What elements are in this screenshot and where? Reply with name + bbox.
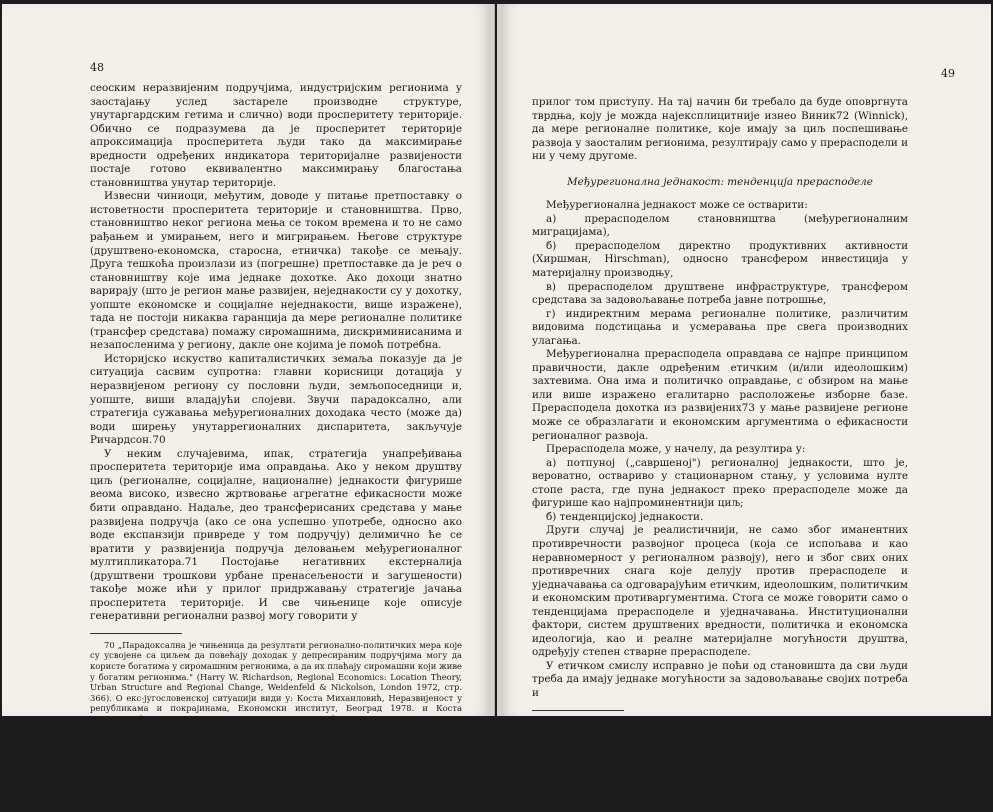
paragraph: Историјско искуство капиталистичких земаља показује да је ситуација сасвим супротна: главни корисници дотација у неразвијеном региону су пословни људи, земљопоседници и, уопште, виши владајући слојеви. Звучи парадоксално, али стратегија сужавања међурегионалних доходака често (може да) води ширењу унутаррегионалних диспаритета, закључује Ричардсон.70 [90, 352, 462, 447]
page-number: 49 [941, 67, 955, 80]
footnote: 73 Кад се говори о прерасподели, обично се мисли на прерасподелу у корист сиромашних. Теоријски, међутим, долази у обзир и (привремена?) прерасподела у корист развијених, при чему, као економски аргумент служи ефекат концентрације. У пракси се може замислити да је богатији регион и моћнији (утицајнији) и да је у стању да неким институционалним решењима наметне (невидљиву?) прерасподелу у своју корист. [532, 748, 908, 812]
right-page [497, 4, 991, 812]
list-item: а) потпуној („савршеној") регионалној једнакости, што је, вероватно, оствариво у стационарном стању, у условима нулте стопе раста, где пуна једнакост преко прерасподеле може да фигурише као најпроминентнији циљ; [532, 456, 908, 510]
paragraph: Прерасподела може, у начелу, да резултира у: [546, 443, 806, 456]
footnote: 70 „Парадоксална је чињеница да резултати регионално-политичких мера које су усвојене са циљем да повећају доходак у депресираним подручјима могу да користе богатима у сиромашним регионима, а да их плаћају сиромашни који живе у богатим регионима." (Harry W. Richardson, Regional Economics: Location Theory, Urban Structure and Regional Change, Weidenfeld & Nickolson, London 1972, стр. 366). О екс-југословенској ситуацији види у: Коста Михаиловић, Неразвијеност у републикама и покрајинама, Економски институт, Београд 1978. и Коста Михаиловић, Унутрашње диференцијације у републикама и покрајинама, у: Неравномерни регионални развој у економској теорији и пракси, ур. К. Миловски et al., МАНУ, Скопје 1980, том I, стр. 121—139. [90, 639, 462, 746]
footnote: 71 Види: J. Airov, Fiscal Policy Theory in an Interregional Economy: General Interregional Multipliers and their Application, RSA: Papers and Proceedings, 19, 1967, стр. 83—108; Бранко Хорват, Величина инвестиционих трансфера и њихова дистрибуција по неразвијеним подручјима, Економист, 2, 1981, стр. 165—175. [90, 745, 462, 788]
list-item: в) прерасподелом друштвене инфраструктуре, трансфером средстава за задовољавање потреба јавне потрошње, [532, 280, 908, 307]
list-item: б) прерасподелом директно продуктивних активности (Хиршман, Hirschman), односно трансфером инвестиција у материјалну производњу, [532, 239, 908, 280]
section-heading: Међурегионална једнакост: тенденција прерасподеле [567, 175, 873, 188]
list-item: г) индиректним мерама регионалне политике, различитим видовима подстицања и усмеравања пре свега производних улагања. [532, 307, 908, 347]
left-page-body [90, 82, 462, 788]
footnote-separator [532, 710, 624, 711]
page-gutter-edge [497, 4, 501, 716]
footnotes [532, 717, 908, 812]
paragraph: сеоским неразвијеним подручјима, индустријским регионима у заостајању услед застареле производне структуре, унутаргардским гетима и слично) води просперитету територије. Обично се подразумева да је просперитет територије апроксимација просперитета људи тако да максимирање вредности одређених индикатора територијалне развијености постаје готово еквивалентно максимирању благостања становништва унутар територије. [90, 82, 462, 189]
page-number: 48 [90, 61, 104, 74]
paragraph: Други случај је реалистичнији, не само због иманентних противречности развојног процеса (која се испољава и као неравномерност у регионалном развоју), него и због свих оних противречних снага које делују против прерасподеле и уједначавања са одговарајућим етичким, идеолошким, политичким и економским противаргументима. Стога се може говорити само о тенденцијама прерасподеле и уједначавања. Институционални фактори, систем друштвених вредности, политичка и економска идеологија, као и реалне материјалне могућности друштва, одређују степен стварне прерасподеле. [532, 524, 908, 659]
list-item: а) прерасподелом становништва (међурегионалним миграцијама), [532, 212, 908, 239]
paragraph: Међурегионална прерасподела оправдава се најпре принципом правичности, дакле одређеним етичким (и/или идеолошким) захтевима. Она има и политичко оправдање, с обзиром на мање или више изражено егалитарно расположење изборне базе. Прерасподела дохотка из развијених73 у мање развијене регионе може се образлагати и економским аргументима о ефикасности регионалног развоја. [532, 348, 908, 442]
list-item: б) тенденцијској једнакости. [546, 510, 704, 523]
paragraph: У неким случајевима, ипак, стратегија унапређивања просперитета територије има оправдања. Ако у неком друштву циљ (регионалне, социјалне, националне) једнакости фигурише веома високо, извесно жртвовање агрегатне ефикасности може бити оправдано. Надаље, део трансферисаних средстава у мање развијена подручја (ако се она успешно употребе, односно ако воде експанзији привреде у том подручју) делимично ће се вратити у развијенија подручја деловањем међурегионалног мултипликатора.71 Постојање негативних екстерналија (друштвени трошкови урбане пренасељености и загушености) такође може ићи у прилог придржавању стратегије јачања просперитета територије. И све чињенице које описује генеративни регионални развој могу говорити у [90, 447, 462, 623]
footnote: 72 L. Winnick, Place Prosperity versus People Prosperity: Welfare Consideration in the Geographical Redistribution of Economic Activity, у: Essays in Urban and Land Economics, UCLA, Los Angeles 1966, стр. 273—283. [532, 716, 908, 748]
left-page [2, 4, 495, 788]
page-gutter-edge [490, 4, 494, 716]
paragraph: прилог том приступу. На тај начин би требало да буде оповргнута тврдња, коју је можда најексплицитније изнео Виник72 (Winnick), да мере регионалне политике, које имају за циљ поспешивање развоја у заосталим регионима, резултирају само у прерасподели и ни у чему другоме. [532, 96, 908, 163]
footnotes [90, 640, 462, 788]
paragraph: Извесни чиниоци, међутим, доводе у питање претпоставку о истоветности просперитета територије и становништва. Прво, становништво неког региона мења се током времена и то не само рађањем и умирањем, него и мигрирањем. Његове структуре (друштвено-економска, старосна, етничка) такође се мењају. Друга тешкоћа произлази из (погрешне) претпоставке да је реч о становништву које има једнаке дохотке. Ако дохоци знатно варирају (што је регион мање развијен, неједнакости су у дохотку, уопште економске и социјалне неједнакости, више изражене), тада не постоји никаква гаранција да мере регионалне политике (трансфер средстава) помажу сиромашнима, дискриминисанима и незапосленима у региону, дакле оне којима је помоћ потребна. [90, 190, 462, 352]
footnote-separator [90, 633, 182, 634]
paragraph: У етичком смислу исправно је поћи од становишта да сви људи треба да имају једнаке могућности за задовољавање својих потреба и [532, 659, 908, 699]
right-page-body [532, 96, 908, 812]
paragraph: Међурегионална једнакост може се остварити: [546, 199, 808, 212]
